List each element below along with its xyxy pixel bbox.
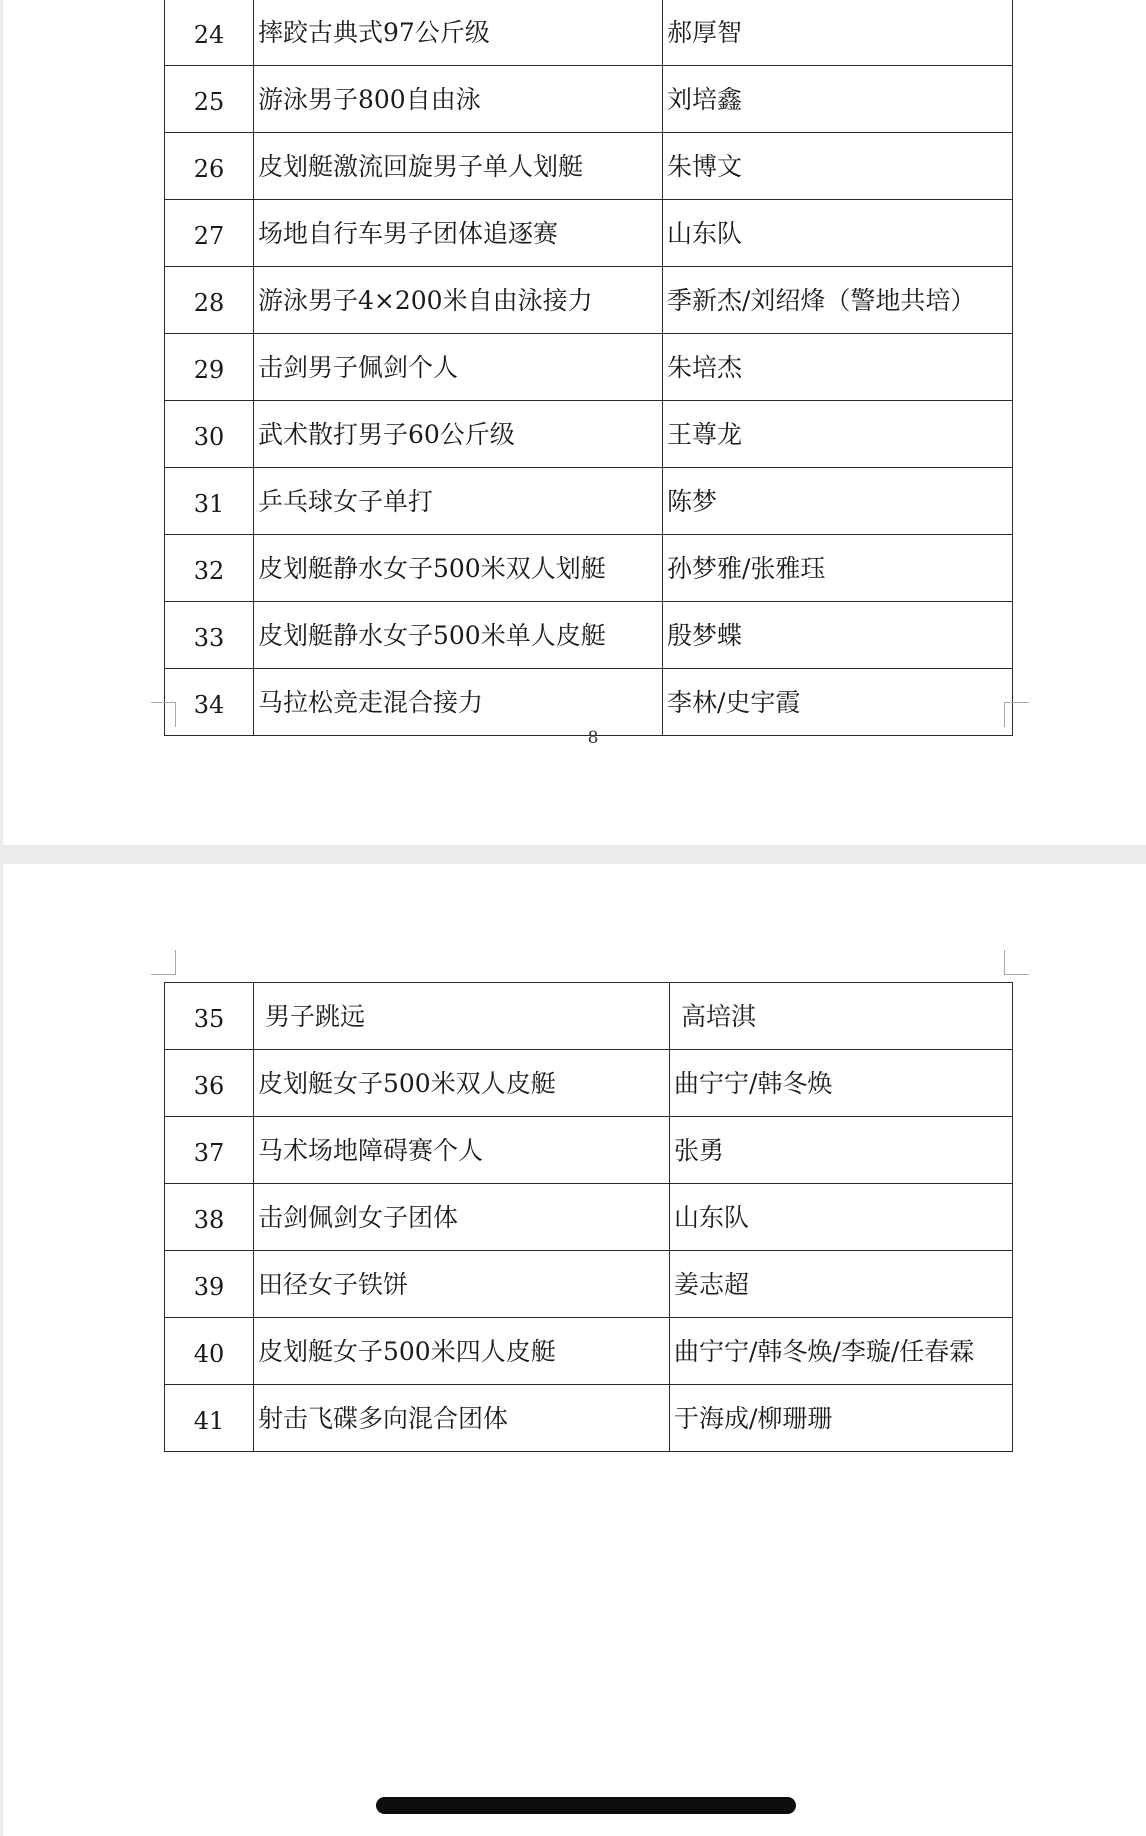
results-table-lower: [164, 982, 1013, 1452]
row-number-cell: 36: [165, 1050, 254, 1117]
table-row: [165, 669, 1013, 736]
winner-name-cell: 曲宁宁/韩冬焕: [670, 1050, 1013, 1117]
winner-name-cell: 刘培鑫: [663, 66, 1013, 133]
results-table-body: [165, 0, 1013, 736]
table-row: [165, 1251, 1013, 1318]
winner-name-cell: 山东队: [670, 1184, 1013, 1251]
winner-name-cell: 殷梦蝶: [663, 602, 1013, 669]
page-corner-mark-top-left: [151, 950, 176, 975]
row-number-cell: 40: [165, 1318, 254, 1385]
event-name-cell: 皮划艇女子500米双人皮艇: [254, 1050, 670, 1117]
table-row: [165, 66, 1013, 133]
winner-name-cell: 李林/史宇霞: [663, 669, 1013, 736]
table-row: [165, 0, 1013, 66]
table-row: [165, 1385, 1013, 1452]
page-corner-mark-bottom-left: [151, 702, 176, 727]
event-name-cell: 皮划艇激流回旋男子单人划艇: [254, 133, 663, 200]
table-row: [165, 602, 1013, 669]
table-row: [165, 1318, 1013, 1385]
table-row: [165, 200, 1013, 267]
winner-name-cell: 曲宁宁/韩冬焕/李璇/任春霖: [670, 1318, 1013, 1385]
event-name-cell: 马术场地障碍赛个人: [254, 1117, 670, 1184]
row-number-cell: 27: [165, 200, 254, 267]
row-number-cell: 29: [165, 334, 254, 401]
row-number-cell: 26: [165, 133, 254, 200]
row-number-cell: 35: [165, 983, 254, 1050]
event-name-cell: 击剑男子佩剑个人: [254, 334, 663, 401]
row-number-cell: 33: [165, 602, 254, 669]
winner-name-cell: 姜志超: [670, 1251, 1013, 1318]
winner-name-cell: 高培淇: [670, 983, 1013, 1050]
row-number-cell: 32: [165, 535, 254, 602]
event-name-cell: 马拉松竞走混合接力: [254, 669, 663, 736]
table-row: [165, 1184, 1013, 1251]
row-number-cell: 25: [165, 66, 254, 133]
row-number-cell: 38: [165, 1184, 254, 1251]
row-number-cell: 41: [165, 1385, 254, 1452]
document-page-upper: [3, 0, 1146, 845]
event-name-cell: 摔跤古典式97公斤级: [254, 0, 663, 66]
page-corner-mark-bottom-right: [1004, 702, 1029, 727]
row-number-cell: 39: [165, 1251, 254, 1318]
table-row: [165, 267, 1013, 334]
table-row: [165, 535, 1013, 602]
winner-name-cell: 朱博文: [663, 133, 1013, 200]
table-row: [165, 983, 1013, 1050]
results-table-upper: [164, 0, 1013, 736]
row-number-cell: 24: [165, 0, 254, 66]
document-page-lower: [3, 864, 1146, 1836]
table-row: [165, 1117, 1013, 1184]
winner-name-cell: 王尊龙: [663, 401, 1013, 468]
table-row: [165, 334, 1013, 401]
table-row: [165, 468, 1013, 535]
event-name-cell: 武术散打男子60公斤级: [254, 401, 663, 468]
event-name-cell: 皮划艇静水女子500米双人划艇: [254, 535, 663, 602]
page-corner-mark-top-right: [1004, 950, 1029, 975]
event-name-cell: 场地自行车男子团体追逐赛: [254, 200, 663, 267]
event-name-cell: 游泳男子800自由泳: [254, 66, 663, 133]
table-row: [165, 133, 1013, 200]
event-name-cell: 射击飞碟多向混合团体: [254, 1385, 670, 1452]
winner-name-cell: 季新杰/刘绍烽（警地共培）: [663, 267, 1013, 334]
table-row: [165, 1050, 1013, 1117]
row-number-cell: 28: [165, 267, 254, 334]
event-name-cell: 游泳男子4×200米自由泳接力: [254, 267, 663, 334]
table-row: [165, 401, 1013, 468]
row-number-cell: 37: [165, 1117, 254, 1184]
event-name-cell: 乒乓球女子单打: [254, 468, 663, 535]
row-number-cell: 30: [165, 401, 254, 468]
row-number-cell: 34: [165, 669, 254, 736]
winner-name-cell: 朱培杰: [663, 334, 1013, 401]
row-number-cell: 31: [165, 468, 254, 535]
winner-name-cell: 孙梦雅/张雅珏: [663, 535, 1013, 602]
page-number: 8: [587, 728, 599, 748]
event-name-cell: 击剑佩剑女子团体: [254, 1184, 670, 1251]
event-name-cell: 男子跳远: [254, 983, 670, 1050]
winner-name-cell: 陈梦: [663, 468, 1013, 535]
winner-name-cell: 郝厚智: [663, 0, 1013, 66]
winner-name-cell: 于海成/柳珊珊: [670, 1385, 1013, 1452]
event-name-cell: 田径女子铁饼: [254, 1251, 670, 1318]
results-table-body: [165, 983, 1013, 1452]
home-indicator-bar[interactable]: [376, 1797, 796, 1814]
winner-name-cell: 山东队: [663, 200, 1013, 267]
event-name-cell: 皮划艇女子500米四人皮艇: [254, 1318, 670, 1385]
event-name-cell: 皮划艇静水女子500米单人皮艇: [254, 602, 663, 669]
winner-name-cell: 张勇: [670, 1117, 1013, 1184]
